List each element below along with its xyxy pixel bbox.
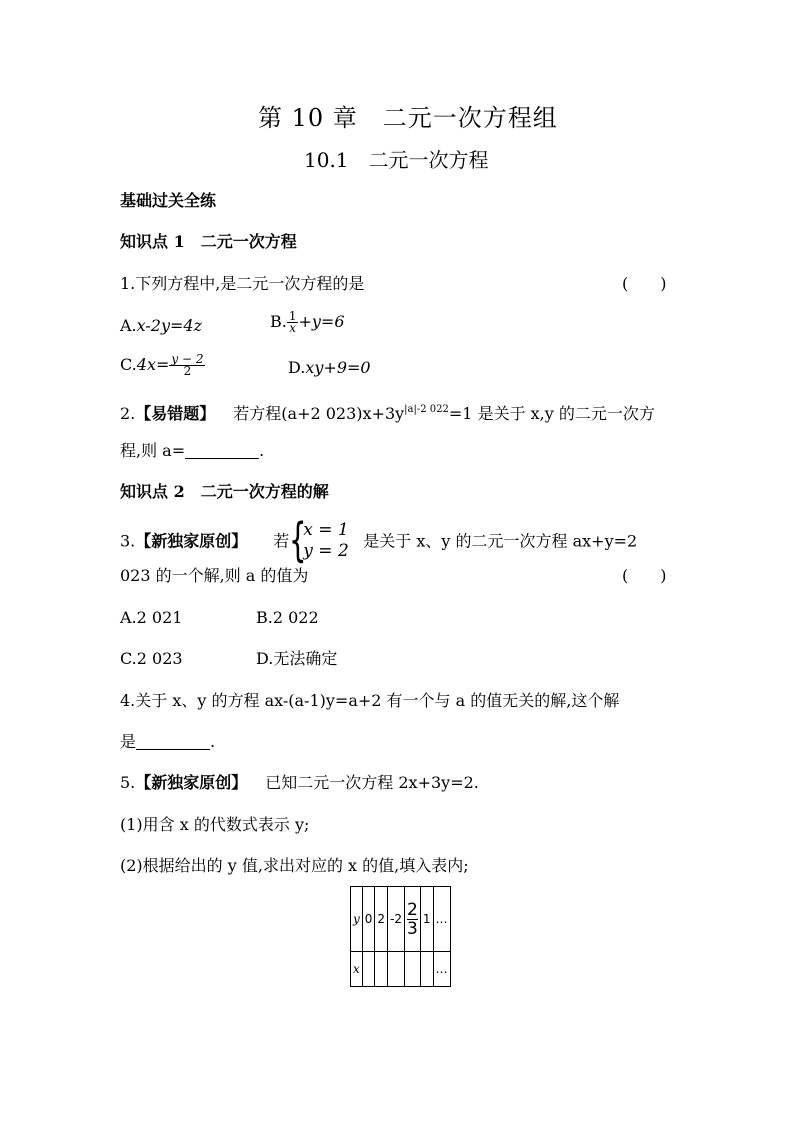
q2-exponent: |a|-2 022 [404,404,449,415]
question-1-stem: 1.下列方程中,是二元一次方程的是 [120,274,365,293]
question-2-line-1 [120,400,655,424]
table-row-y [351,887,451,952]
q1-option-a-expr: x-2y=4z [136,316,203,335]
table-x-cell: … [433,952,450,987]
table-y-cell-fraction [405,887,421,952]
question-4-line-2 [120,732,215,752]
table-fraction-numerator: 2 [407,899,418,920]
q1-option-c-label: C. [120,355,137,374]
question-3-answer-paren: ( ) [622,566,667,585]
q3-option-d[interactable]: D.无法确定 [256,649,338,668]
q3-option-b[interactable]: B.2 022 [256,608,319,627]
q1-option-c-fraction [169,354,205,377]
practice-heading: 基础过关全练 [120,191,217,210]
chapter-title: 第 10 章 二元一次方程组 [258,104,558,132]
q3-pre: 若 [273,531,290,551]
knowledge-point-2: 知识点 2 二元一次方程的解 [120,482,329,501]
q1-option-d[interactable] [288,358,371,378]
q2-line-2-text: 程,则 a= [120,441,186,460]
q1-option-b[interactable] [270,311,345,334]
q5-stem-text: 已知二元一次方程 2x+3y=2. [265,773,479,792]
table-fraction-denominator: 3 [407,918,418,939]
q1-option-c-denominator: 2 [183,364,192,378]
table-y-cell: 2 [375,887,388,952]
q1-option-a[interactable] [120,316,202,336]
table-row-x [351,952,451,987]
knowledge-point-1: 知识点 1 二元一次方程 [120,232,297,251]
question-4-line-1: 4.关于 x、y 的方程 ax-(a-1)y=a+2 有一个与 a 的值无关的解,这个解 [120,691,620,710]
table-x-input-cell[interactable] [388,952,405,987]
table-fraction [407,901,418,938]
q1-option-b-fraction [287,311,299,334]
q4-answer-blank[interactable] [136,733,210,750]
table-y-cell: … [433,887,450,952]
xy-value-table [350,886,451,987]
q2-text-b: =1 是关于 x,y 的二元一次方 [448,404,655,423]
table-y-label: y [351,887,363,952]
table-x-input-cell[interactable] [405,952,421,987]
q2-end: . [259,441,265,460]
table-y-cell: 0 [362,887,375,952]
q5-number: 5. [120,773,136,792]
q1-option-a-label: A. [120,316,137,335]
table-x-label: x [351,952,363,987]
table-y-cell: -2 [388,887,405,952]
q3-option-c[interactable]: C.2 023 [120,649,183,668]
table-x-input-cell[interactable] [375,952,388,987]
section-title: 10.1 二元一次方程 [304,148,489,172]
q3-tag: 【新独家原创】 [135,531,248,551]
q2-number: 2. [120,404,136,423]
left-brace-icon: { [289,513,307,567]
question-5-stem [120,773,479,793]
q1-option-c-pre: 4x= [136,355,170,374]
q1-option-b-numerator: 1 [288,309,297,323]
q1-option-b-rest: +y=6 [298,312,345,331]
question-1-answer-paren: ( ) [622,274,667,293]
q1-option-b-label: B. [270,312,287,331]
q3-option-a[interactable]: A.2 021 [120,608,183,627]
question-5-part-2: (2)根据给出的 y 值,求出对应的 x 的值,填入表内; [120,856,469,875]
q2-text-a: 若方程(a+2 023)x+3y [233,404,405,423]
q1-option-d-expr: xy+9=0 [305,358,371,377]
question-5-part-1: (1)用含 x 的代数式表示 y; [120,815,310,834]
q1-option-c[interactable] [120,354,205,377]
q3-number: 3. [120,531,136,551]
question-2-line-2 [120,441,264,461]
table-y-cell: 1 [420,887,433,952]
question-3-line-2: 023 的一个解,则 a 的值为 [120,566,309,585]
table-x-input-cell[interactable] [362,952,375,987]
q5-tag: 【新独家原创】 [135,773,248,792]
q2-tag: 【易错题】 [135,404,216,423]
q3-system-row-2: y = 2 [303,541,349,561]
q2-answer-blank[interactable] [185,442,259,459]
q3-equation-system [289,513,363,567]
q4-line-2-text: 是 [120,732,137,751]
question-3-line-1 [120,513,638,567]
table-x-input-cell[interactable] [420,952,433,987]
q4-end: . [210,732,216,751]
q1-option-d-label: D. [288,358,306,377]
q3-post: 是关于 x、y 的二元一次方程 ax+y=2 [363,531,638,551]
q1-option-b-denominator: x [289,321,297,335]
q3-system-row-1: x = 1 [303,520,349,540]
q1-option-c-numerator: y − 2 [171,352,204,366]
